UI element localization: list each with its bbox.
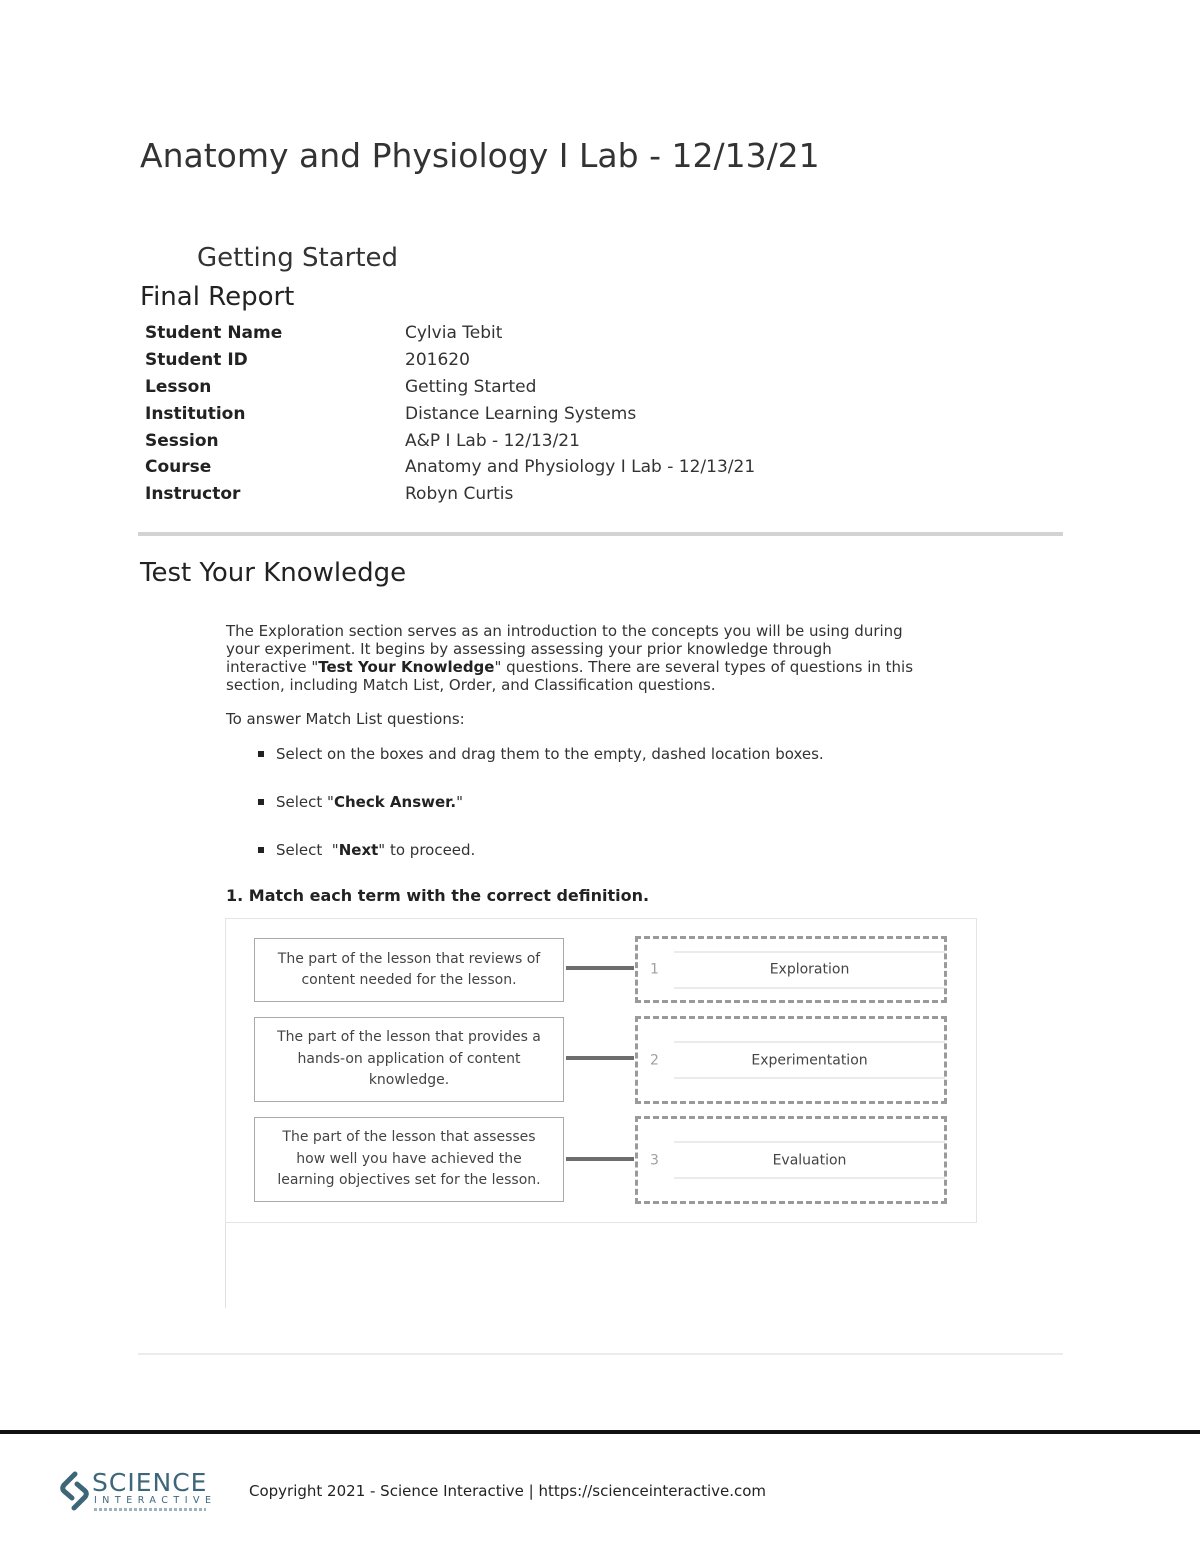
answer-label: Evaluation — [674, 1142, 945, 1179]
instruction-text: " to proceed. — [378, 841, 476, 859]
match-connector — [566, 966, 634, 970]
answer-number: 1 — [650, 961, 659, 978]
bullet-icon — [258, 751, 264, 757]
intro-line: The Exploration section serves as an introduction to the concepts you will be using during — [226, 622, 903, 640]
match-connector — [566, 1157, 634, 1161]
info-label: Student Name — [145, 323, 283, 344]
intro-line — [226, 658, 966, 676]
howto-text: To answer Match List questions: — [226, 710, 465, 728]
answer-drop-zone[interactable] — [635, 936, 947, 1003]
info-value: Cylvia Tebit — [405, 323, 503, 344]
intro-line: section, including Match List, Order, and Classification questions. — [226, 676, 716, 694]
instruction-list — [258, 745, 824, 889]
bullet-icon — [258, 799, 264, 805]
intro-text: " questions. There are several types of questions in this — [494, 658, 914, 676]
report-title: Final Report — [140, 282, 295, 312]
answer-label: Experimentation — [674, 1042, 945, 1079]
instruction-text: Select " — [276, 793, 334, 811]
info-label: Session — [145, 430, 219, 451]
info-row — [145, 374, 845, 401]
answer-number: 3 — [650, 1152, 659, 1168]
info-label: Lesson — [145, 376, 212, 397]
info-value: Anatomy and Physiology I Lab - 12/13/21 — [405, 457, 756, 478]
answer-drop-zone[interactable] — [635, 1116, 947, 1204]
definition-text: The part of the lesson that provides a hands-on application of content knowledge. — [277, 1029, 541, 1089]
info-value: 201620 — [405, 350, 470, 371]
section-title: Test Your Knowledge — [140, 558, 407, 588]
answer-label: Exploration — [674, 951, 945, 988]
intro-line: your experiment. It begins by assessing assessing your prior knowledge through — [226, 640, 832, 658]
info-value: A&P I Lab - 12/13/21 — [405, 430, 580, 451]
info-value: Robyn Curtis — [405, 484, 514, 505]
answer-term[interactable] — [638, 1042, 944, 1079]
bottom-divider — [138, 1353, 1063, 1355]
instruction-item — [258, 793, 824, 841]
footer-divider — [0, 1430, 1200, 1434]
bullet-icon — [258, 847, 264, 853]
instruction-emphasis: Check Answer. — [333, 793, 457, 811]
info-row — [145, 454, 845, 481]
question-prompt: 1. Match each term with the correct definition. — [226, 886, 650, 905]
intro-emphasis: Test Your Knowledge — [318, 658, 495, 676]
definition-box[interactable] — [254, 938, 564, 1002]
match-connector — [566, 1056, 634, 1060]
definition-text: The part of the lesson that assesses how well you have achieved the learning objectives set for the lesson. — [277, 1129, 541, 1189]
logo-tagline-mark — [94, 1508, 206, 1511]
logo-wordmark: SCIENCE — [92, 1468, 208, 1497]
instruction-emphasis: Next — [338, 841, 379, 859]
lesson-title: Getting Started — [197, 243, 399, 273]
answer-term[interactable] — [638, 951, 944, 988]
info-row — [145, 400, 845, 427]
info-label: Instructor — [145, 484, 241, 505]
info-value: Getting Started — [405, 376, 537, 397]
instruction-text: Select on the boxes and drag them to the empty, dashed location boxes. — [276, 745, 824, 763]
intro-text: interactive " — [226, 658, 319, 676]
info-value: Distance Learning Systems — [405, 403, 637, 424]
info-label: Student ID — [145, 350, 248, 371]
answer-number: 2 — [650, 1052, 659, 1068]
panel-divider — [225, 1222, 226, 1308]
answer-term[interactable] — [638, 1142, 944, 1179]
info-row — [145, 481, 845, 508]
copyright-text: Copyright 2021 - Science Interactive | https://scienceinteractive.com — [249, 1482, 767, 1500]
answer-drop-zone[interactable] — [635, 1016, 947, 1104]
info-label: Institution — [145, 403, 246, 424]
instruction-text: Select " — [276, 841, 339, 859]
course-title: Anatomy and Physiology I Lab - 12/13/21 — [140, 136, 820, 175]
definition-box[interactable] — [254, 1017, 564, 1102]
definition-box[interactable] — [254, 1117, 564, 1202]
section-divider — [138, 532, 1063, 536]
instruction-item — [258, 841, 824, 889]
info-row — [145, 427, 845, 454]
report-info-table — [145, 320, 845, 508]
definition-text: The part of the lesson that reviews of content needed for the lesson. — [277, 950, 541, 988]
instruction-text: " — [456, 793, 464, 811]
info-label: Course — [145, 457, 212, 478]
info-row — [145, 320, 845, 347]
info-row — [145, 347, 845, 374]
instruction-item — [258, 745, 824, 793]
intro-paragraph — [226, 622, 966, 694]
logo-subtitle: INTERACTIVE — [94, 1495, 217, 1506]
